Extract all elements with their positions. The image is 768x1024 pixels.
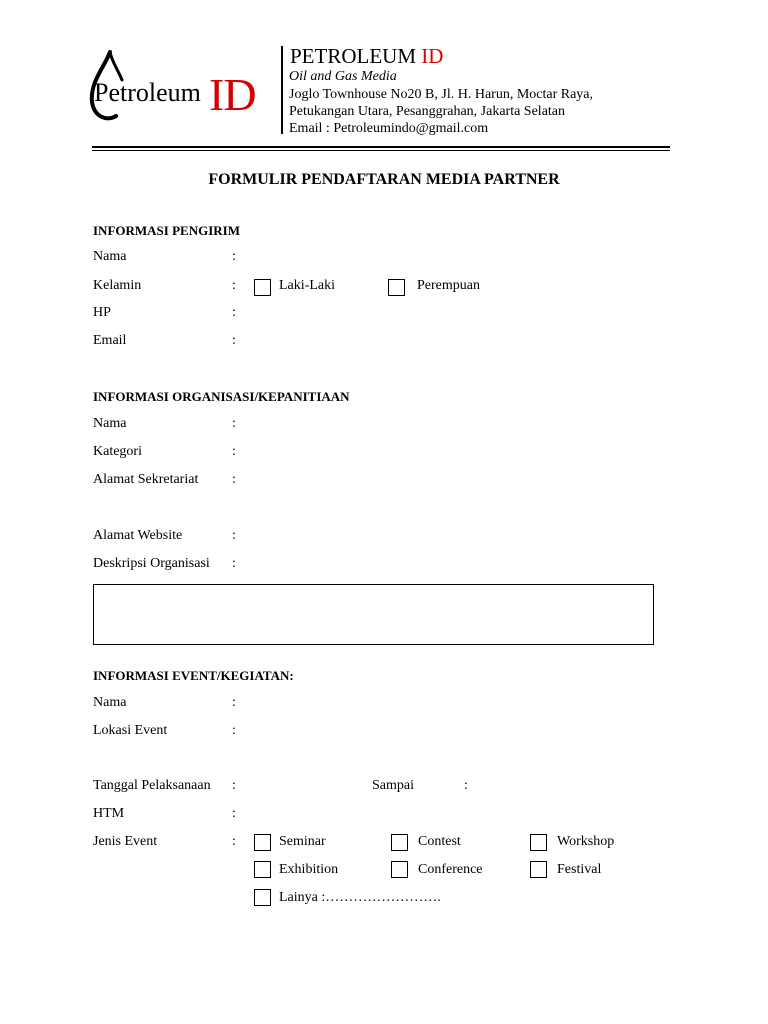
option-conference-label: Conference (418, 862, 483, 877)
checkbox-contest[interactable] (391, 834, 408, 851)
option-exhibition-label: Exhibition (279, 862, 339, 877)
colon: : (232, 416, 236, 431)
colon: : (232, 472, 236, 487)
checkbox-seminar[interactable] (254, 834, 271, 851)
event-htm-label: HTM (93, 806, 125, 821)
sender-phone-label: HP (93, 305, 111, 320)
org-name (290, 44, 443, 68)
colon: : (232, 834, 236, 849)
colon: : (464, 778, 468, 793)
header-rule-thin (92, 150, 670, 151)
checkbox-festival[interactable] (530, 861, 547, 878)
checkbox-conference[interactable] (391, 861, 408, 878)
option-workshop-label: Workshop (557, 834, 615, 849)
event-type-label: Jenis Event (93, 834, 158, 849)
colon: : (232, 778, 236, 793)
checkbox-exhibition[interactable] (254, 861, 271, 878)
event-until-label: Sampai (372, 778, 414, 793)
colon: : (232, 333, 236, 348)
option-contest-label: Contest (418, 834, 461, 849)
colon: : (232, 278, 236, 293)
colon: : (232, 723, 236, 738)
colon: : (232, 305, 236, 320)
option-male-label: Laki-Laki (279, 278, 335, 293)
header-divider (281, 46, 283, 134)
checkbox-female[interactable] (388, 279, 405, 296)
checkbox-male[interactable] (254, 279, 271, 296)
address-line-1: Joglo Townhouse No20 B, Jl. H. Harun, Moctar Raya, (289, 87, 594, 102)
form-title: FORMULIR PENDAFTARAN MEDIA PARTNER (208, 171, 560, 188)
sender-section-heading: INFORMASI PENGIRIM (93, 223, 240, 238)
colon: : (232, 695, 236, 710)
colon: : (232, 444, 236, 459)
org-secretariat-label: Alamat Sekretariat (93, 472, 199, 487)
checkbox-other[interactable] (254, 889, 271, 906)
org-description-label: Deskripsi Organisasi (93, 556, 210, 571)
event-location-label: Lokasi Event (93, 723, 168, 738)
org-website-label: Alamat Website (93, 528, 183, 543)
org-category-label: Kategori (93, 444, 142, 459)
org-section-heading: INFORMASI ORGANISASI/KEPANITIAAN (93, 389, 350, 404)
header-rule-thick (92, 146, 670, 148)
logo-wordmark: Petroleum (94, 78, 201, 107)
sender-email-label: Email (93, 333, 127, 348)
address-line-2: Petukangan Utara, Pesanggrahan, Jakarta Selatan (289, 104, 566, 119)
option-seminar-label: Seminar (279, 834, 326, 849)
sender-gender-label: Kelamin (93, 278, 142, 293)
colon: : (232, 806, 236, 821)
event-name-label: Nama (93, 695, 127, 710)
org-name-label: Nama (93, 416, 127, 431)
sender-name-label: Nama (93, 249, 127, 264)
contact-email: Email : Petroleumindo@gmail.com (289, 121, 489, 136)
event-section-heading: INFORMASI EVENT/KEGIATAN: (93, 668, 294, 683)
option-other-label: Lainya :……………………. (279, 890, 441, 905)
checkbox-workshop[interactable] (530, 834, 547, 851)
logo-id-mark: ID (209, 69, 256, 120)
org-description-box[interactable] (93, 584, 654, 645)
org-tagline: Oil and Gas Media (289, 69, 397, 84)
colon: : (232, 249, 236, 264)
option-female-label: Perempuan (417, 278, 480, 293)
colon: : (232, 556, 236, 571)
event-date-label: Tanggal Pelaksanaan (93, 778, 211, 793)
colon: : (232, 528, 236, 543)
org-name-accent: ID (421, 44, 444, 68)
org-name-main: PETROLEUM (290, 44, 416, 68)
option-festival-label: Festival (557, 862, 602, 877)
